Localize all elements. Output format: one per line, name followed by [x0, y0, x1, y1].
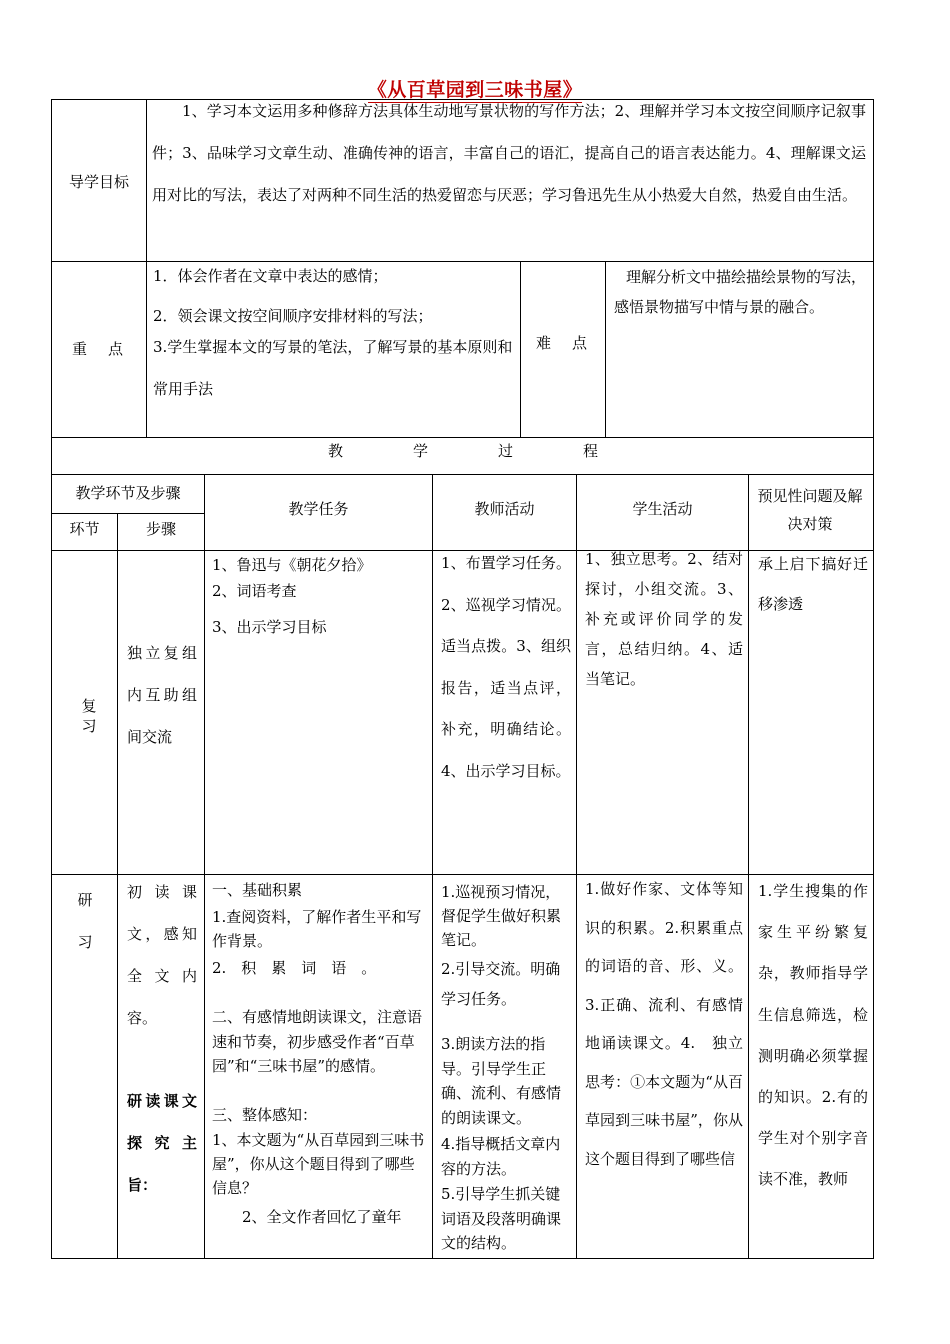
study-student: 1.做好作家、文体等知识的积累。2.积累重点的词语的音、形、义。3.正确、流利、有感情地诵读课文。4. 独立思考：①本文题为“从百草园到三味书屋”，你从这个题目得到了哪些信 [585, 880, 743, 1168]
review-teacher: 1、布置学习任务。2、巡视学习情况。适当点拨。3、组织报告，适当点评，补充，明确结论。4、出示学习目标。 [441, 554, 571, 780]
study-steps-b: 研读课文探究主旨： [127, 1092, 197, 1194]
difficulty-text: 理解分析文中描绘描绘景物的写法，感悟景物描写中情与景的融合。 [614, 268, 867, 316]
study-stage: 研习 [77, 891, 93, 951]
study-task-1: 一、基础积累 [212, 881, 303, 899]
study-teacher-2: 2.引导交流。明确学习任务。 [441, 960, 561, 1008]
study-teacher-3: 3.朗读方法的指导。引导学生正确、流利、有感情的朗读课文。 [441, 1035, 562, 1127]
page-title: 《从百草园到三味书屋》 [367, 79, 583, 101]
study-teacher-1: 1.巡视预习情况，督促学生做好积累笔记。 [441, 883, 562, 949]
study-task-5: 三、整体感知： [212, 1106, 318, 1124]
review-problems: 承上启下搞好迁移渗透 [758, 555, 868, 613]
study-task-6: 1、本文题为“从百草园到三味书屋”，你从这个题目得到了哪些信息？ [212, 1131, 425, 1197]
review-stage: 复习 [81, 697, 97, 735]
study-teacher-4: 4.指导概括文章内容的方法。 [441, 1135, 561, 1178]
review-student: 1、独立思考。2、结对探讨，小组交流。3、补充或评价同学的发言，总结归纳。4、适当笔记。 [585, 550, 743, 688]
review-task-2: 2、词语考查 [212, 582, 297, 600]
col-steps: 步骤 [145, 520, 176, 538]
col-teacher: 教师活动 [474, 500, 535, 518]
col-task: 教学任务 [288, 500, 349, 518]
study-task-4: 二、有感情地朗读课文，注意语速和节奏，初步感受作者“百草园”和“三味书屋”的感情。 [212, 1008, 423, 1075]
col-student: 学生活动 [632, 500, 693, 518]
col-stage: 环节 [69, 520, 100, 538]
key-points-item-2: 2．领会课文按空间顺序安排材料的写法； [153, 307, 433, 325]
col-stage-steps: 教学环节及步骤 [75, 484, 181, 502]
review-steps: 独立复组内互助组间交流 [127, 644, 197, 746]
study-task-3: 2. 积 累 词 语 。 [212, 959, 377, 977]
review-task-1: 1、鲁迅与《朝花夕拾》 [212, 556, 372, 574]
study-task-2: 1.查阅资料，了解作者生平和写作背景。 [212, 908, 422, 950]
objectives-text: 1、学习本文运用多种修辞方法具体生动地写景状物的写作方法；2、理解并学习本文按空间顺序记叙事件；3、品味学习文章生动、准确传神的语言，丰富自己的语汇，提高自己的语言表达能力。4、理解课文运用对比的写法，表达了对两种不同生活的热爱留恋与厌恶；学习鲁迅先生从小热爱大自然，热爱自由生活。 [152, 102, 866, 204]
study-steps-a: 初读课文，感知全文内容。 [127, 883, 197, 1027]
study-teacher-5: 5.引导学生抓关键词语及段落明确课文的结构。 [441, 1185, 562, 1252]
key-points-item-1: 1．体会作者在文章中表达的感情； [153, 267, 388, 285]
col-problems: 预见性问题及解决对策 [757, 487, 863, 533]
key-points-item-3: 3.学生掌握本文的写景的笔法，了解写景的基本原则和常用手法 [153, 338, 513, 398]
process-header: 教学过程 [327, 442, 668, 460]
study-problems: 1.学生搜集的作家生平纷繁复杂，教师指导学生信息筛选，检测明确必须掌握的知识。2.有的学生对个别字音读不准，教师 [758, 882, 868, 1189]
review-task-3: 3、出示学习目标 [212, 618, 327, 636]
difficulty-label: 难 点 [535, 334, 590, 352]
key-points-label: 重 点 [71, 340, 126, 358]
study-task-7: 2、全文作者回忆了童年 [212, 1208, 402, 1226]
objectives-label: 导学目标 [68, 173, 129, 191]
